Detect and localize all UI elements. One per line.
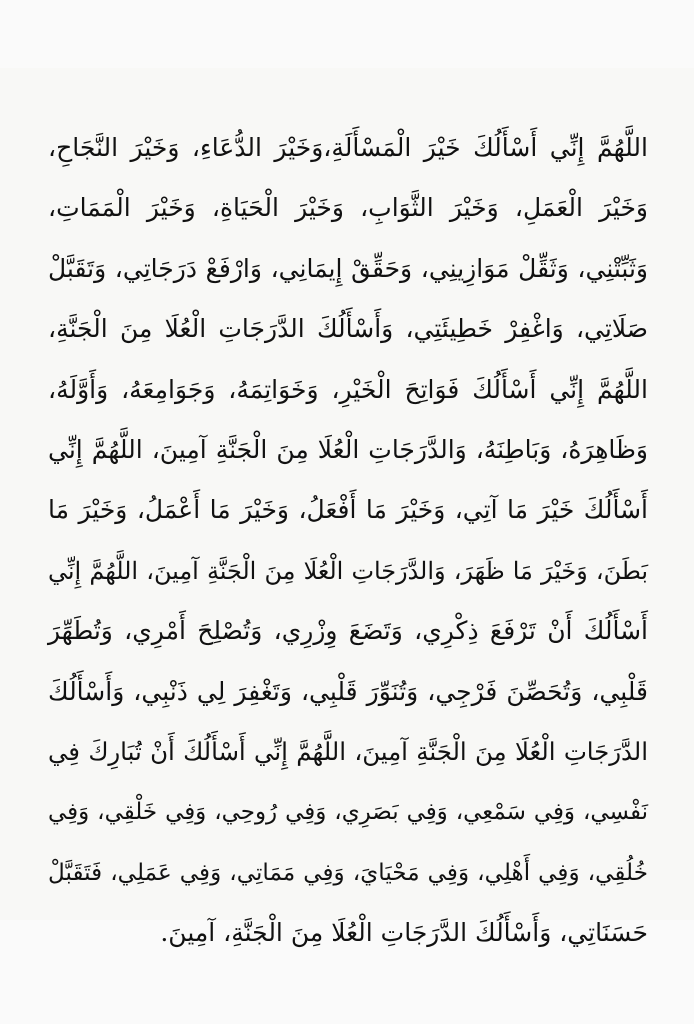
text-line: وَخَيْرَ الْعَمَلِ، وَخَيْرَ الثَّوَابِ، وَخَيْرَ الْحَيَاةِ، وَخَيْرَ الْمَمَاتِ، <box>48 193 648 223</box>
text-line: أَسْأَلُكَ أَنْ تَرْفَعَ ذِكْرِي، وَتَضَعَ وِزْرِي، وَتُصْلِحَ أَمْرِي، وَتُطَهِّرَ <box>48 616 648 646</box>
text-line-final: حَسَنَاتِي، وَأَسْأَلُكَ الدَّرَجَاتِ الْعُلَا مِنَ الْجَنَّةِ، آمِينَ. <box>160 918 648 948</box>
text-line: بَطَنَ، وَخَيْرَ مَا ظَهَرَ، وَالدَّرَجَاتِ الْعُلَا مِنَ الْجَنَّةِ آمِينَ، اللَّهُمَّ إِنِّي <box>48 556 648 585</box>
text-line: خُلُقِي، وَفِي أَهْلِي، وَفِي مَحْيَايَ، وَفِي مَمَاتِي، وَفِي عَمَلِي، فَتَقَبَّلْ <box>48 859 648 886</box>
text-line: وَظَاهِرَهُ، وَبَاطِنَهُ، وَالدَّرَجَاتِ الْعُلَا مِنَ الْجَنَّةِ آمِينَ، اللَّهُمَّ إِنِّي <box>48 434 648 464</box>
text-line: نَفْسِي، وَفِي سَمْعِي، وَفِي بَصَرِي، وَفِي رُوحِي، وَفِي خَلْقِي، وَفِي <box>48 799 648 826</box>
text-line: قَلْبِي، وَتُحَصِّنَ فَرْجِي، وَتُنَوِّرَ قَلْبِي، وَتَغْفِرَ لِي ذَنْبِي، وَأَسْأَلُكَ <box>48 676 648 706</box>
supplication-text-block <box>48 118 648 963</box>
text-line: اللَّهُمَّ إِنِّي أَسْأَلُكَ خَيْرَ الْمَسْأَلَةِ،وَخَيْرَ الدُّعَاءِ، وَخَيْرَ النَّجَاحِ، <box>48 133 648 162</box>
text-line: صَلَاتِي، وَاغْفِرْ خَطِيئَتِي، وَأَسْأَلُكَ الدَّرَجَاتِ الْعُلَا مِنَ الْجَنَّةِ، <box>48 314 648 344</box>
text-line: اللَّهُمَّ إِنِّي أَسْأَلُكَ فَوَاتِحَ الْخَيْرِ، وَخَوَاتِمَهُ، وَجَوَامِعَهُ، وَأَوَّلَهُ، <box>48 374 648 404</box>
text-line: أَسْأَلُكَ خَيْرَ مَا آتِي، وَخَيْرَ مَا أَفْعَلُ، وَخَيْرَ مَا أَعْمَلُ، وَخَيْرَ مَا <box>48 495 648 525</box>
text-line: وَثَبِّتْنِي، وَثَقِّلْ مَوَازِينِي، وَحَقِّقْ إِيمَانِي، وَارْفَعْ دَرَجَاتِي، وَتَقَبَّلْ <box>48 253 648 283</box>
text-line: الدَّرَجَاتِ الْعُلَا مِنَ الْجَنَّةِ آمِينَ، اللَّهُمَّ إِنِّي أَسْأَلُكَ أَنْ تُبَارِكَ فِي <box>48 736 648 766</box>
